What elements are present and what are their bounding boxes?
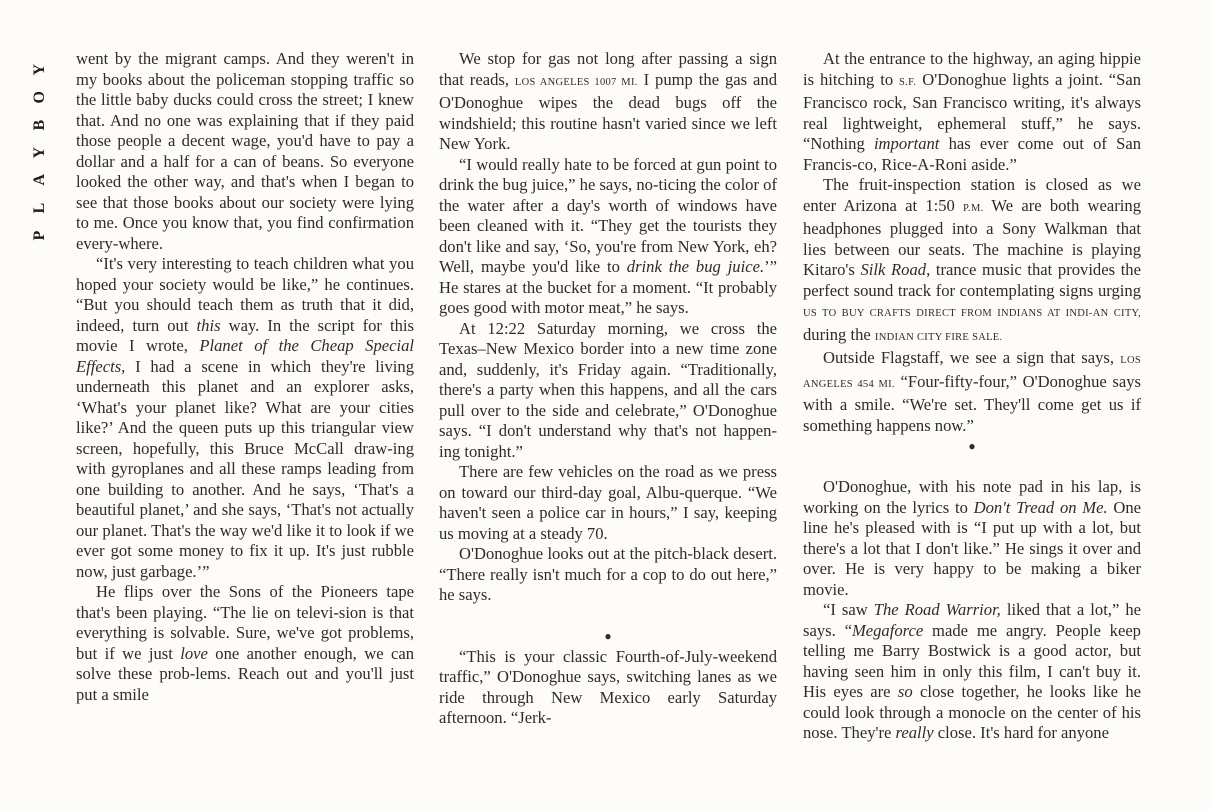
text-run: liked that a lot,” he says. “ bbox=[803, 600, 1141, 640]
paragraph bbox=[803, 600, 1141, 744]
italic-text: Megaforce bbox=[851, 620, 924, 640]
magazine-name-vertical bbox=[30, 48, 50, 241]
italic-text: drink the bug juice. bbox=[626, 257, 765, 276]
text-run: one another enough, we can solve these prob-lems. Reach out and you'll just put a smile bbox=[76, 643, 414, 704]
paragraph bbox=[439, 49, 777, 155]
text-run: close. It's hard for anyone bbox=[933, 723, 1109, 742]
text-run: “I would really hate to be forced at gun point to drink the bug juice,” he says, no-ticing the color of the water after a day's worth of windows have been cleaned with it. “They get the tourists they don't like and say, ‘So, you're from New York, eh? Well, maybe you'd like to bbox=[439, 154, 777, 276]
italic-text: love bbox=[180, 643, 208, 663]
small-caps-text: INDIAN CITY FIRE SALE. bbox=[874, 331, 1003, 343]
paragraph bbox=[803, 175, 1141, 348]
magazine-letter: Y bbox=[31, 63, 48, 76]
text-run: trance music that provides the perfect sound track for contemplating signs urging bbox=[803, 260, 1141, 300]
small-caps-text: P.M. bbox=[963, 202, 984, 214]
italic-text: really bbox=[895, 723, 934, 742]
text-run: O'Donoghue, with his note pad in his lap, is working on the lyrics to bbox=[803, 477, 1141, 517]
text-run: At 12:22 Saturday morning, we cross the Texas–New Mexico border into a new time zone and, suddenly, it's Friday again. “Traditionally, there's a party when this happens, and all the cars pull over to the side and celebrate,” O'Donoghue says. “I don't understand why that's not happen-ing tonight.” bbox=[439, 318, 777, 461]
text-run: made me angry. People keep telling me Barry Bostwick is a good actor, but having seen him in only this film, I can't buy it. His eyes are bbox=[803, 620, 1141, 701]
magazine-letter: B bbox=[31, 119, 48, 131]
text-run: during the bbox=[803, 324, 875, 344]
text-column-3 bbox=[803, 49, 1141, 744]
paragraph bbox=[76, 254, 414, 582]
paragraph bbox=[439, 155, 777, 319]
text-run: He flips over the Sons of the Pioneers tape that's been playing. “The lie on televi-sion is that everything is solvable. Sure, we've got problems, but if we just bbox=[76, 582, 414, 663]
paragraph bbox=[76, 49, 414, 254]
magazine-letter: O bbox=[31, 90, 48, 103]
section-break-bullet: ● bbox=[968, 439, 976, 453]
italic-text: Don't Tread on Me. bbox=[973, 497, 1108, 517]
paragraph bbox=[803, 348, 1141, 436]
text-run: There are few vehicles on the road as we press on toward our third-day goal, Albu-querque. “We haven't seen a police car in hours,” I say, keeping us moving at a steady 70. bbox=[439, 462, 777, 543]
text-run: We stop for gas not long after passing a sign that reads, bbox=[439, 49, 777, 89]
italic-text: Planet of the Cheap Special Effects, bbox=[76, 336, 414, 376]
magazine-letter: L bbox=[31, 202, 48, 213]
section-break-bullet: ● bbox=[604, 628, 612, 643]
italic-text: this bbox=[196, 315, 221, 335]
text-column-2 bbox=[439, 49, 777, 729]
italic-text: important bbox=[873, 134, 940, 153]
paragraph bbox=[439, 544, 777, 606]
text-run: way. In the script for this movie I wrote, bbox=[76, 315, 414, 355]
small-caps-text: LOS ANGELES 1007 MI. bbox=[514, 76, 638, 88]
text-run: I had a scene in which they're living underneath this planet and an explorer asks, ‘What's your planet like? What are your cities like?’ And the queen puts up this triangular view screen, hopefully, this Bruce McCall draw-ing with gyroplanes and all these ramps leading from one building to another. And he says, ‘That's a beautiful planet,’ and she says, ‘That's not actually our planet. That's the way we'd like it to look if we ever got some money to fix it up. It's just rubble now, just garbage.’” bbox=[76, 356, 414, 581]
text-run: “It's very interesting to teach children what you hoped your society would be like,” he continues. “But you should teach them as truth that it did, indeed, turn out bbox=[76, 254, 414, 335]
paragraph bbox=[439, 462, 777, 544]
text-run: O'Donoghue lights a joint. “San Francisco rock, San Francisco writing, it's always real lightweight, ephemeral stuff,” he says. “Nothing bbox=[803, 69, 1141, 153]
paragraph bbox=[439, 647, 777, 729]
text-run: “Four-fifty-four,” O'Donoghue says with a smile. “We're set. They'll come get us if something happens now.” bbox=[803, 371, 1141, 435]
italic-text: Silk Road, bbox=[860, 260, 931, 279]
text-run: I pump the gas and O'Donoghue wipes the dead bugs off the windshield; this routine hasn't varied since we left New York. bbox=[439, 69, 777, 153]
small-caps-text: S.F. bbox=[899, 76, 917, 88]
text-run: At the entrance to the highway, an aging hippie is hitching to bbox=[803, 49, 1141, 89]
magazine-letter: P bbox=[31, 230, 48, 241]
text-run: “I saw bbox=[823, 600, 874, 619]
text-run: ’” He stares at the bucket for a moment. “It probably goes good with motor meat,” he says. bbox=[439, 257, 778, 317]
small-caps-text: US TO BUY CRAFTS DIRECT FROM INDIANS AT INDI-AN CITY, bbox=[803, 308, 1141, 319]
magazine-letter: Y bbox=[31, 146, 48, 158]
text-column-1 bbox=[76, 49, 414, 705]
paragraph bbox=[439, 319, 777, 463]
text-run: “This is your classic Fourth-of-July-weekend traffic,” O'Donoghue says, switching lanes as we ride through New Mexico early Saturday afternoon. “Jerk- bbox=[439, 646, 777, 727]
text-run: O'Donoghue looks out at the pitch-black desert. “There really isn't much for a cop to do out here,” he says. bbox=[439, 544, 777, 604]
text-run: We are both wearing headphones plugged into a Sony Walkman that lies between our seats. The machine is playing Kitaro's bbox=[803, 195, 1141, 279]
magazine-letter: A bbox=[31, 173, 48, 186]
text-run: has ever come out of San Francis-co, Rice-A-Roni aside.” bbox=[803, 134, 1141, 174]
italic-text: so bbox=[897, 682, 913, 701]
paragraph bbox=[803, 49, 1141, 175]
italic-text: The Road Warrior, bbox=[873, 600, 1001, 619]
text-run: close together, he looks like he could look through a monocle on the center of his nose. They're bbox=[803, 682, 1141, 742]
small-caps-text: LOS ANGELES 454 MI. bbox=[803, 355, 1141, 390]
text-run: Outside Flagstaff, we see a sign that says, bbox=[823, 348, 1121, 367]
text-run: went by the migrant camps. And they weren't in my books about the policeman stopping traffic so the little baby ducks could cross the street; I knew that. And no one was explaining that if they paid those people a decent wage, you'd have to pay a dollar and a half for a can of beans. So everyone looked the other way, and that's when I began to see that those books about our society were lying to me. Once you know that, you find confirmation every-where. bbox=[76, 49, 414, 253]
text-run: The fruit-inspection station is closed as we enter Arizona at 1:50 bbox=[803, 175, 1141, 215]
paragraph bbox=[803, 477, 1141, 600]
text-run: One line he's pleased with is “I put up with a lot, but there's a lot that I don't like.” He sings it over and over. He is very happy to be making a biker movie. bbox=[803, 497, 1141, 599]
paragraph bbox=[76, 582, 414, 705]
